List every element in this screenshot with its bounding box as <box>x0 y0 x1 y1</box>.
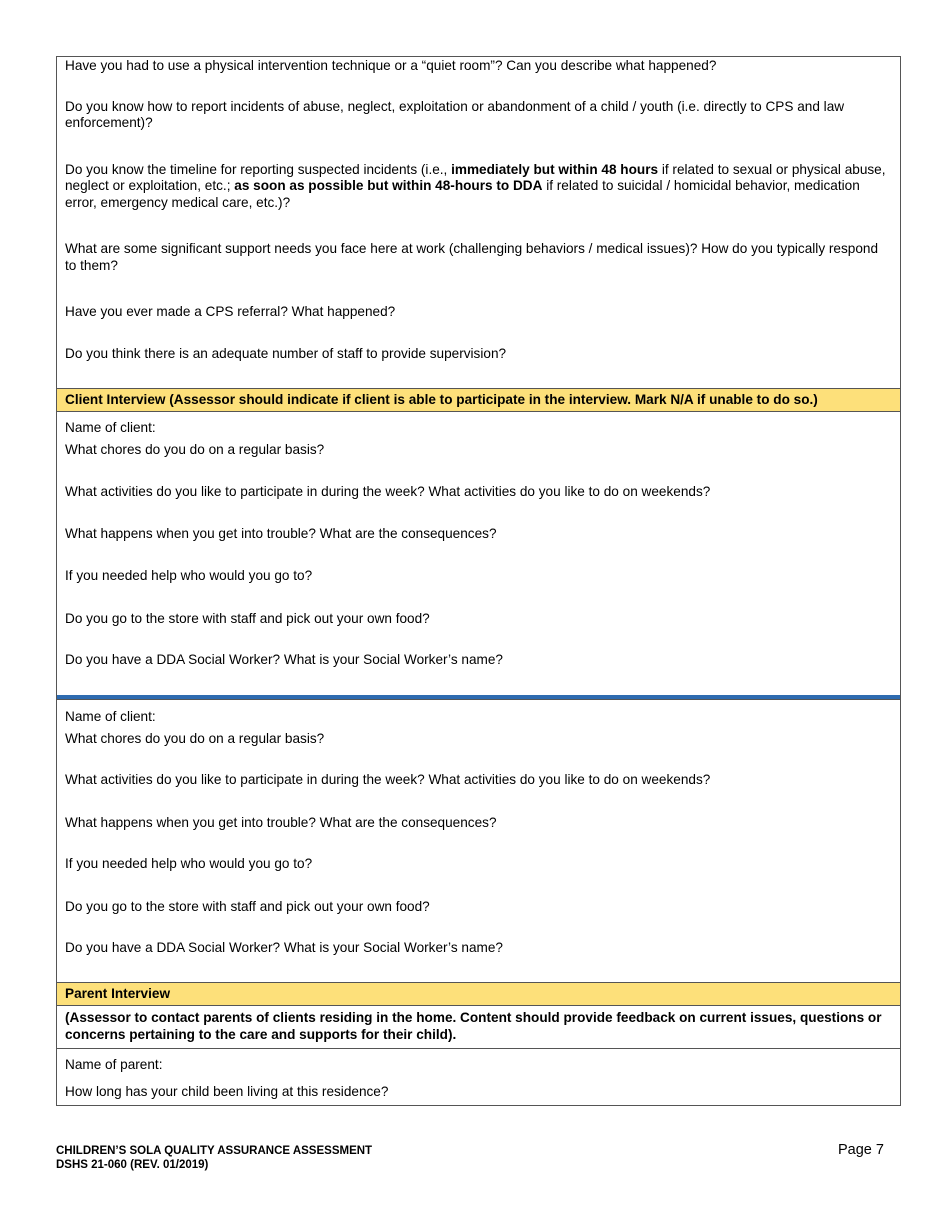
question-cps-referral: Have you ever made a CPS referral? What happened? <box>65 304 396 319</box>
question-support-needs: What are some significant support needs you face here at work (challenging behaviors / medical issues)? How do you typically respond to them? <box>65 241 879 273</box>
client-question-activities: What activities do you like to participate in during the week? What activities do you like to do on weekends? <box>65 484 711 499</box>
timeline-text-2: if related to sexual or physical abuse, neglect or exploitation, etc.; <box>65 161 886 193</box>
parent-name-label: Name of parent: <box>65 1057 163 1072</box>
question-quiet-room: Have you had to use a physical intervention technique or a “quiet room”? Can you describe what happened? <box>65 58 717 73</box>
client-question-chores: What chores do you do on a regular basis? <box>65 441 325 457</box>
timeline-bold-1: immediately but within 48 hours <box>451 161 659 177</box>
client-question-activities: What activities do you like to participate in during the week? What activities do you like to do on weekends? <box>65 772 711 787</box>
question-reporting-timeline <box>65 162 892 212</box>
form-footer <box>56 1144 372 1172</box>
question-report-incidents: Do you know how to report incidents of abuse, neglect, exploitation or abandonment of a child / youth (i.e. directly to CPS and law enforcement)? <box>65 98 845 130</box>
parent-question-duration: How long has your child been living at this residence? <box>65 1083 389 1099</box>
parent-block <box>57 1049 900 1105</box>
timeline-text-1: Do you know the timeline for reporting suspected incidents (i.e., <box>65 161 452 177</box>
client-block-1 <box>57 412 900 695</box>
client-question-social-worker: Do you have a DDA Social Worker? What is your Social Worker’s name? <box>65 940 503 955</box>
client-block-2 <box>57 700 900 983</box>
parent-interview-note: (Assessor to contact parents of clients residing in the home. Content should provide feedback on current issues, questions or concerns pertaining to the care and supports for their child). <box>57 1006 900 1049</box>
parent-interview-header: Parent Interview <box>57 983 900 1006</box>
client-question-store: Do you go to the store with staff and pick out your own food? <box>65 898 430 914</box>
form-title: CHILDREN’S SOLA QUALITY ASSURANCE ASSESSMENT <box>56 1145 373 1157</box>
client-question-trouble: What happens when you get into trouble? What are the consequences? <box>65 525 497 541</box>
client-question-trouble: What happens when you get into trouble? What are the consequences? <box>65 814 497 830</box>
form-number: DSHS 21-060 (REV. 01/2019) <box>56 1159 209 1171</box>
client-question-social-worker: Do you have a DDA Social Worker? What is your Social Worker’s name? <box>65 652 503 667</box>
client-interview-header: Client Interview (Assessor should indicate if client is able to participate in the interview. Mark N/A if unable to do so.) <box>57 389 900 412</box>
assessment-form <box>56 56 901 1106</box>
question-staff-adequacy: Do you think there is an adequate number of staff to provide supervision? <box>65 345 507 361</box>
page-number: Page 7 <box>838 1142 884 1158</box>
timeline-text-3: if related to suicidal / homicidal behavior, medication error, emergency medical care, etc.)? <box>65 178 860 210</box>
client-question-help: If you needed help who would you go to? <box>65 568 313 583</box>
client-name-label: Name of client: <box>65 709 156 724</box>
client-question-store: Do you go to the store with staff and pick out your own food? <box>65 610 430 626</box>
staff-interview-section <box>57 57 900 389</box>
client-question-chores: What chores do you do on a regular basis? <box>65 730 325 746</box>
client-name-label: Name of client: <box>65 420 156 435</box>
client-question-help: If you needed help who would you go to? <box>65 856 313 871</box>
timeline-bold-2: as soon as possible but within 48-hours to DDA <box>234 178 543 193</box>
